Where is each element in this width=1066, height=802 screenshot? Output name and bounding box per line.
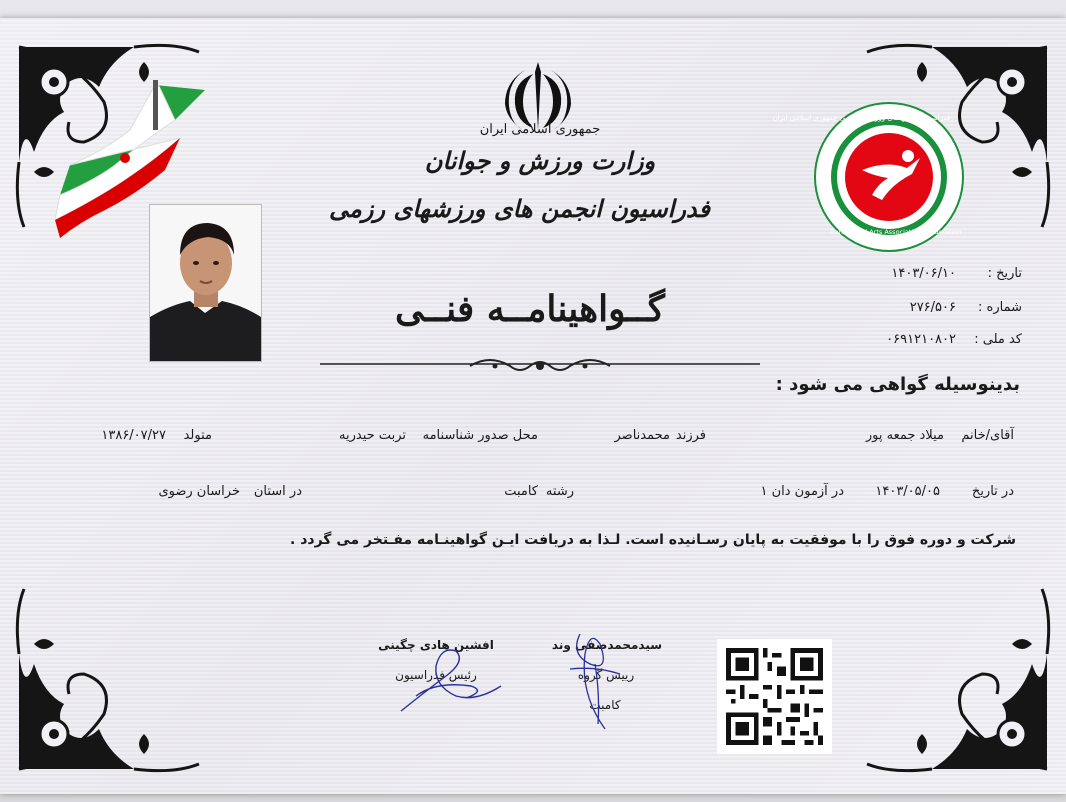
- born-label: متولد: [183, 428, 212, 443]
- exam-label: در آزمون دان ۱: [760, 484, 844, 499]
- qr-code[interactable]: [717, 639, 832, 754]
- field-label: رشته: [545, 484, 574, 499]
- field-value: کامبت: [504, 484, 538, 499]
- number-label: شماره :: [978, 300, 1022, 315]
- born-date: ۱۳۸۶/۰۷/۲۷: [101, 428, 166, 443]
- province-value: خراسان رضوی: [158, 484, 240, 499]
- logo-arc-text-fa: فدراسیون انجمن های ورزشهای رزمی جمهوری اسلامی ایران: [772, 114, 950, 122]
- certificate-title: گــواهینامــه فنــی: [395, 288, 665, 330]
- ministry-name: وزارت ورزش و جوانان: [424, 146, 656, 175]
- national-id-label: کد ملی :: [974, 332, 1022, 347]
- holder-name: میلاد جمعه پور: [865, 428, 944, 443]
- right-signature: [560, 624, 630, 734]
- closing-text: شرکت و دوره فوق را با موفقیت به پایان رسـانیده است. لـذا به دریافت ایـن گواهینـامه مفـتخر می گردد .: [290, 532, 1016, 548]
- right-signer-title: رییس گروه: [577, 668, 635, 682]
- left-signer-title: رئیس فدراسیون: [395, 668, 477, 682]
- issue-place: تربت حیدریه: [339, 428, 406, 443]
- holder-photo: [149, 204, 262, 362]
- right-signer-name: سیدمحمدصفی وند: [551, 638, 663, 652]
- top-strip: [0, 0, 1066, 18]
- title-divider: [320, 352, 760, 380]
- father-name: محمدناصر: [614, 428, 670, 443]
- name-prefix: آقای/خانم: [961, 428, 1014, 443]
- issue-place-label: محل صدور شناسنامه: [422, 428, 538, 443]
- right-signer-group: کامبت: [589, 698, 621, 712]
- federation-name: فدراسیون انجمن های ورزشهای رزمی: [329, 194, 710, 223]
- exam-date-label: در تاریخ: [971, 484, 1014, 499]
- corner-ornament-bottom-right: [862, 584, 1052, 774]
- date-value: ۱۴۰۳/۰۶/۱۰: [891, 266, 956, 281]
- exam-date: ۱۴۰۳/۰۵/۰۵: [875, 484, 940, 499]
- logo-arc-text-en: Iran Martial Arts Associations Federation: [830, 228, 962, 236]
- father-label: فرزند: [675, 428, 706, 443]
- country-name: جمهوری اسلامی ایران: [479, 122, 601, 137]
- certificate: [0, 18, 1066, 794]
- left-signature: [396, 636, 506, 716]
- national-id-value: ۰۶۹۱۲۱۰۸۰۲: [886, 332, 956, 347]
- date-label: تاریخ :: [987, 266, 1022, 281]
- province-label: در استان: [253, 484, 302, 499]
- number-value: ۲۷۶/۵۰۶: [909, 300, 956, 315]
- intro-text: بدینوسیله گواهی می شود :: [775, 374, 1020, 395]
- left-signer-name: افشین هادی چگینی: [378, 638, 494, 652]
- corner-ornament-bottom-left: [14, 584, 204, 774]
